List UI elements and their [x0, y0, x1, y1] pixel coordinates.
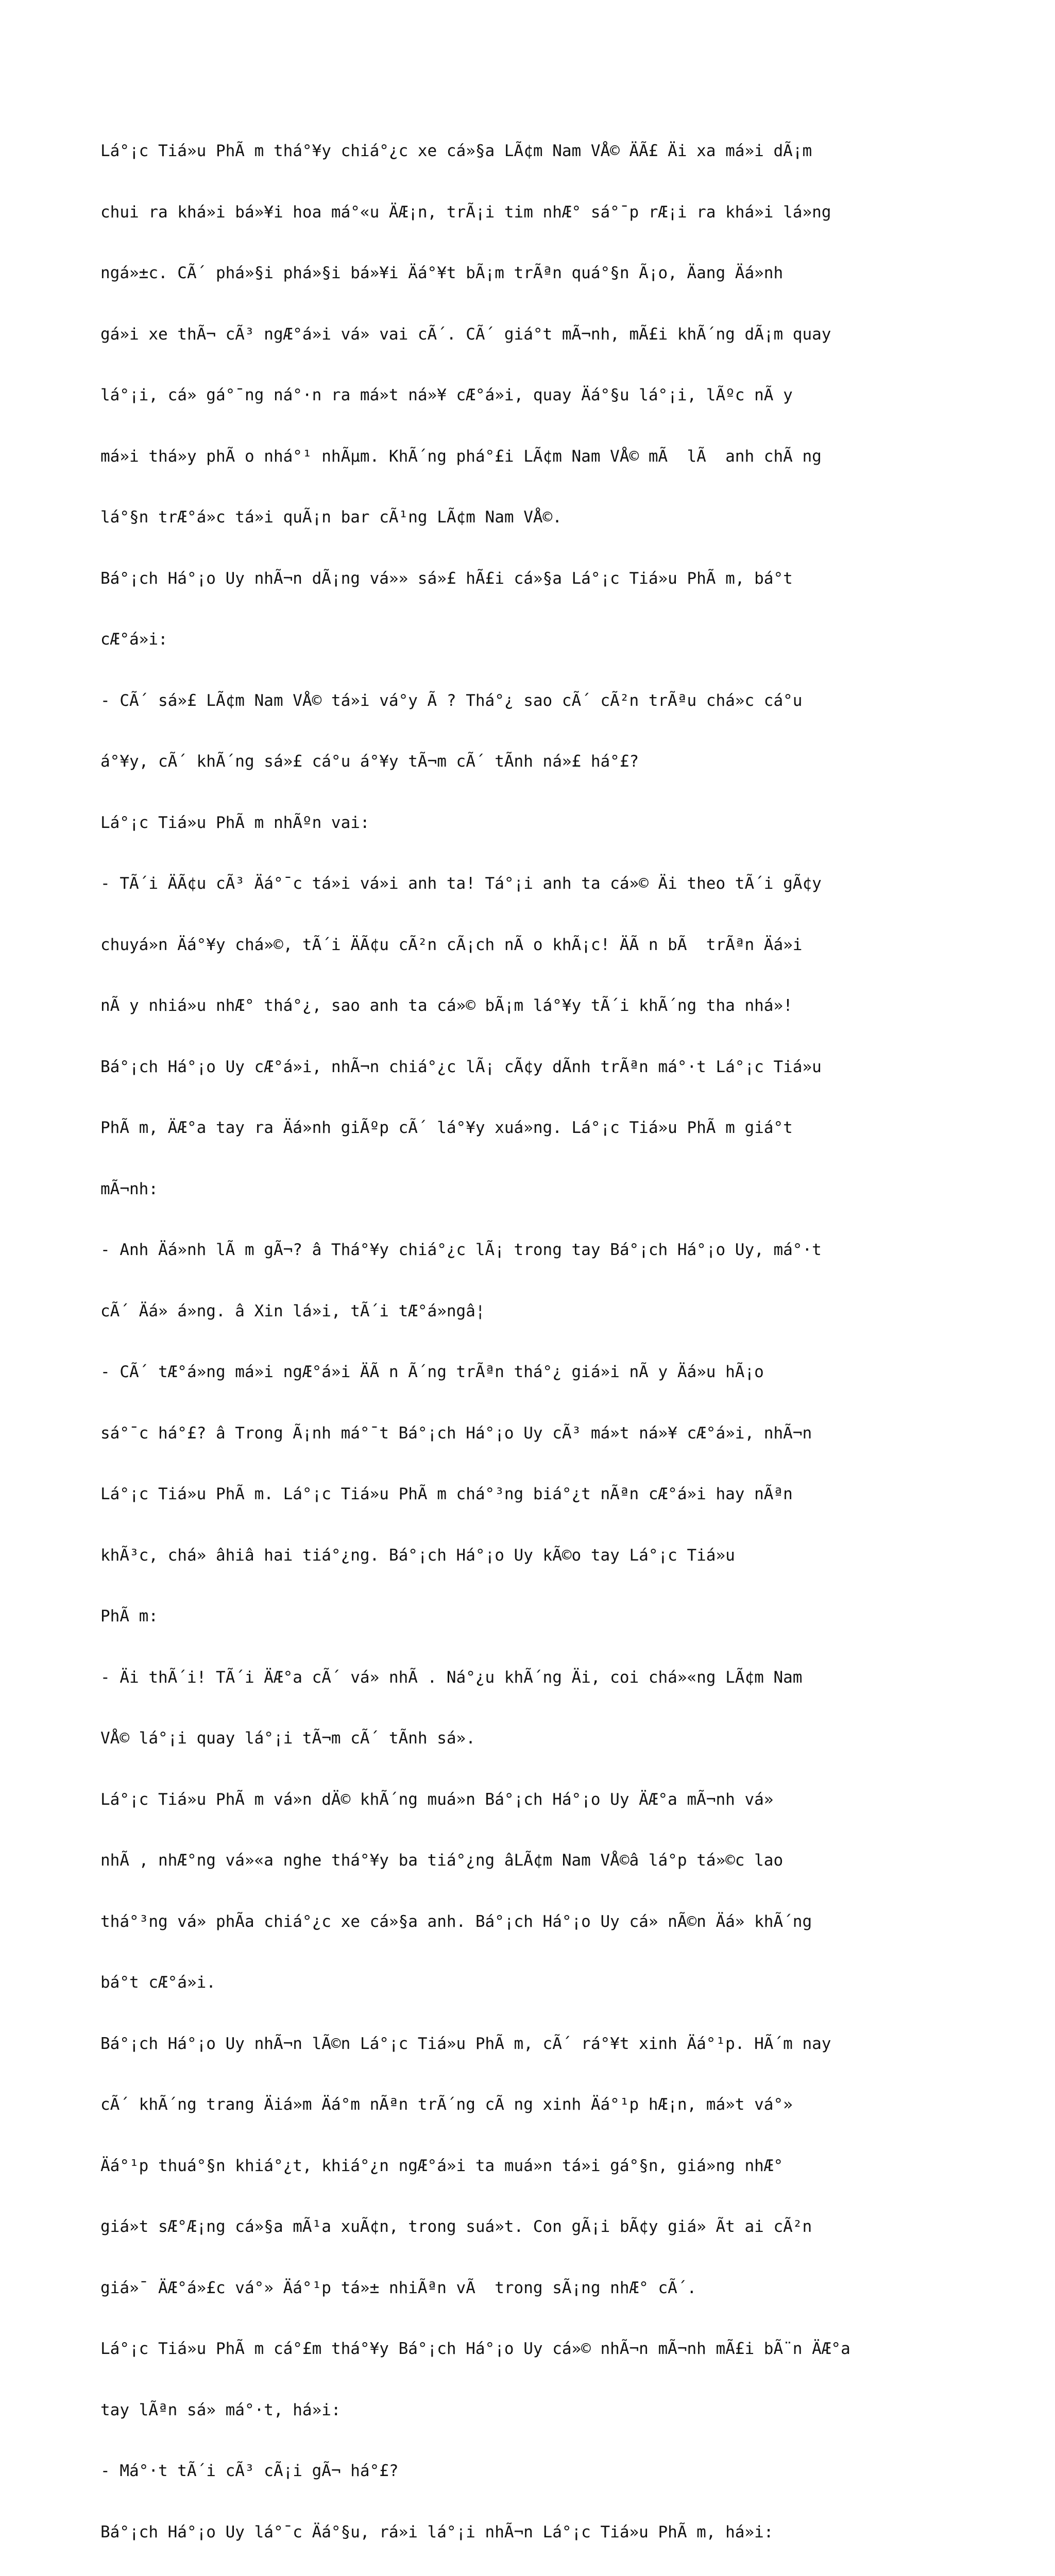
- document-body: [100, 100, 966, 2576]
- text-line: tay lÃªn sá» má°·t, há»i:: [100, 2400, 341, 2419]
- text-line: - CÃ´ sá»£ LÃ¢m Nam VÅ© tá»i vá°y Ã ? Thá°¿ sao cÃ´ cÃ²n trÃªu chá»c cá°u: [100, 691, 803, 710]
- text-line: nhÃ , nhÆ°ng vá»«a nghe thá°¥y ba tiá°¿ng âLÃ¢m Nam VÅ©â lá°p tá»©c lao: [100, 1851, 784, 1870]
- text-line: Lá°¡c Tiá»u PhÃ m thá°¥y chiá°¿c xe cá»§a LÃ¢m Nam VÅ© ÄÃ£ Äi xa má»i dÃ¡m: [100, 142, 812, 160]
- text-line: chui ra khá»i bá»¥i hoa má°«u ÄÆ¡n, trÃ¡i tim nhÆ° sá°¯p rÆ¡i ra khá»i lá»ng: [100, 202, 831, 222]
- text-line: khÃ³c, chá» âhiâ hai tiá°¿ng. Bá°¡ch Há°¡o Uy kÃ©o tay Lá°¡c Tiá»u: [100, 1546, 735, 1565]
- text-line: - Má°·t tÃ´i cÃ³ cÃ¡i gÃ¬ há°£?: [100, 2462, 399, 2480]
- text-line: thá°³ng vá» phÃa chiá°¿c xe cá»§a anh. Bá°¡ch Há°¡o Uy cá» nÃ©n Äá» khÃ´ng: [100, 1912, 812, 1931]
- text-line: má»i thá»y phÃ o nhá°¹ nhÃµm. KhÃ´ng phá°£i LÃ¢m Nam VÅ© mÃ lÃ anh chÃ ng: [100, 447, 822, 466]
- text-line: PhÃ m:: [100, 1607, 158, 1625]
- text-line: VÅ© lá°¡i quay lá°¡i tÃ¬m cÃ´ tÃnh sá».: [100, 1729, 475, 1748]
- text-line: - Anh Äá»nh lÃ m gÃ¬? â Thá°¥y chiá°¿c lÃ¡ trong tay Bá°¡ch Há°¡o Uy, má°·t: [100, 1241, 822, 1259]
- text-line: - TÃ´i ÄÃ¢u cÃ³ Äá°¯c tá»i vá»i anh ta! Tá°¡i anh ta cá»© Äi theo tÃ´i gÃ¢y: [100, 874, 822, 893]
- text-line: Bá°¡ch Há°¡o Uy lá°¯c Äá°§u, rá»i lá°¡i nhÃ¬n Lá°¡c Tiá»u PhÃ m, há»i:: [100, 2522, 774, 2541]
- text-line: chuyá»n Äá°¥y chá»©, tÃ´i ÄÃ¢u cÃ²n cÃ¡ch nÃ o khÃ¡c! ÄÃ n bÃ trÃªn Äá»i: [100, 935, 803, 954]
- text-line: bá°t cÆ°á»i.: [100, 1973, 216, 1992]
- text-line: cÃ´ khÃ´ng trang Äiá»m Äá°m nÃªn trÃ´ng cÃ ng xinh Äá°¹p hÆ¡n, má»t vá°»: [100, 2095, 793, 2114]
- text-line: - CÃ´ tÆ°á»ng má»i ngÆ°á»i ÄÃ n Ã´ng trÃªn thá°¿ giá»i nÃ y Äá»u hÃ¡o: [100, 1363, 764, 1381]
- text-line: lá°§n trÆ°á»c tá»i quÃ¡n bar cÃ¹ng LÃ¢m Nam VÅ©.: [100, 508, 562, 527]
- text-line: giá»t sÆ°Æ¡ng cá»§a mÃ¹a xuÃ¢n, trong suá»t. Con gÃ¡i bÃ¢y giá» Ãt ai cÃ²n: [100, 2217, 812, 2236]
- text-line: cÆ°á»i:: [100, 630, 168, 649]
- text-line: sá°¯c há°£? â Trong Ã¡nh má°¯t Bá°¡ch Há°¡o Uy cÃ³ má»t ná»¥ cÆ°á»i, nhÃ¬n: [100, 1423, 812, 1443]
- text-line: PhÃ m, ÄÆ°a tay ra Äá»nh giÃºp cÃ´ lá°¥y xuá»ng. Lá°¡c Tiá»u PhÃ m giá°t: [100, 1118, 793, 1137]
- text-line: Lá°¡c Tiá»u PhÃ m. Lá°¡c Tiá»u PhÃ m chá°³ng biá°¿t nÃªn cÆ°á»i hay nÃªn: [100, 1485, 793, 1503]
- text-line: ngá»±c. CÃ´ phá»§i phá»§i bá»¥i Äá°¥t bÃ¡m trÃªn quá°§n Ã¡o, Äang Äá»nh: [100, 264, 784, 282]
- text-line: giá»¯ ÄÆ°á»£c vá°» Äá°¹p tá»± nhiÃªn vÃ trong sÃ¡ng nhÆ° cÃ´.: [100, 2278, 697, 2297]
- text-line: Bá°¡ch Há°¡o Uy cÆ°á»i, nhÃ¬n chiá°¿c lÃ¡ cÃ¢y dÃnh trÃªn má°·t Lá°¡c Tiá»u: [100, 1057, 822, 1076]
- text-line: Bá°¡ch Há°¡o Uy nhÃ¬n dÃ¡ng vá»» sá»£ hÃ£i cá»§a Lá°¡c Tiá»u PhÃ m, bá°t: [100, 569, 793, 588]
- text-line: Äá°¹p thuá°§n khiá°¿t, khiá°¿n ngÆ°á»i ta muá»n tá»i gá°§n, giá»ng nhÆ°: [100, 2156, 784, 2175]
- text-line: Lá°¡c Tiá»u PhÃ m vá»n dÄ© khÃ´ng muá»n Bá°¡ch Há°¡o Uy ÄÆ°a mÃ¬nh vá»: [100, 1790, 774, 1809]
- text-line: nÃ y nhiá»u nhÆ° thá°¿, sao anh ta cá»© bÃ¡m lá°¥y tÃ´i khÃ´ng tha nhá»!: [100, 996, 793, 1015]
- text-line: Lá°¡c Tiá»u PhÃ m cá°£m thá°¥y Bá°¡ch Há°¡o Uy cá»© nhÃ¬n mÃ¬nh mÃ£i bÃ¨n ÄÆ°a: [100, 2340, 850, 2358]
- text-line: cÃ´ Äá» á»ng. â Xin lá»i, tÃ´i tÆ°á»ngâ¦: [100, 1301, 485, 1320]
- text-line: Bá°¡ch Há°¡o Uy nhÃ¬n lÃ©n Lá°¡c Tiá»u PhÃ m, cÃ´ rá°¥t xinh Äá°¹p. HÃ´m nay: [100, 2034, 831, 2053]
- text-line: lá°¡i, cá» gá°¯ng ná°·n ra má»t ná»¥ cÆ°á»i, quay Äá°§u lá°¡i, lÃºc nÃ y: [100, 386, 793, 404]
- text-line: Lá°¡c Tiá»u PhÃ m nhÃºn vai:: [100, 813, 370, 832]
- text-line: - Äi thÃ´i! TÃ´i ÄÆ°a cÃ´ vá» nhÃ . Ná°¿u khÃ´ng Äi, coi chá»«ng LÃ¢m Nam: [100, 1668, 803, 1687]
- text-line: mÃ¬nh:: [100, 1179, 158, 1198]
- text-line: á°¥y, cÃ´ khÃ´ng sá»£ cá°u á°¥y tÃ¬m cÃ´ tÃnh ná»£ há°£?: [100, 752, 639, 771]
- text-line: gá»i xe thÃ¬ cÃ³ ngÆ°á»i vá» vai cÃ´. CÃ´ giá°t mÃ¬nh, mÃ£i khÃ´ng dÃ¡m quay: [100, 325, 831, 344]
